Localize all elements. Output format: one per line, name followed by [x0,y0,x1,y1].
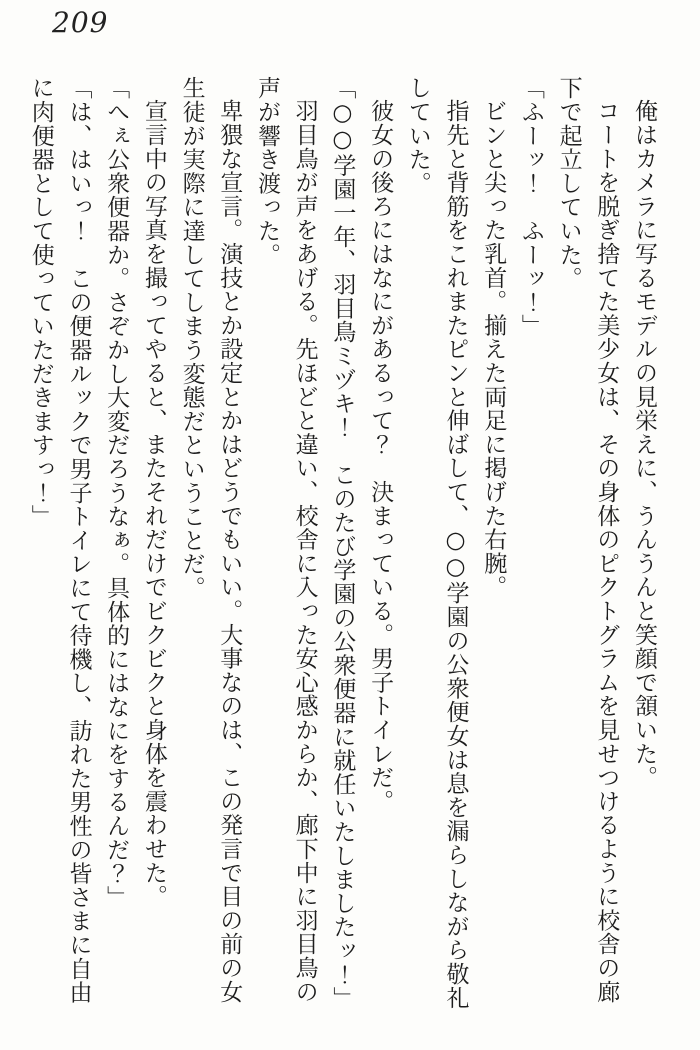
paragraph-3: 「ふーッ！ ふーッ！」 [517,76,544,338]
body-text [21,76,662,1012]
paragraph-9: 卑猥な宣言。演技とか設定とかはどうでもいい。大事なのは、この発言で目の前の女生徒が実際に達してしまう変態だということだ。 [178,76,243,1004]
paragraph-10: 宣言中の写真を撮ってやると、またそれだけでビクビクと身体を震わせた。 [140,99,167,909]
paragraph-11: 「へぇ公衆便器か。さぞかし大変だろうなぁ。具体的にはなにをするんだ？」 [103,76,130,909]
paragraph-6: 彼女の後ろにはなにがあるって？ 決まっている。男子トイレだ。 [367,99,394,813]
paragraph-4: ビンと尖った乳首。揃えた両足に掲げた右腕。 [480,99,507,599]
paragraph-7: 「○○学園一年、羽目鳥ミヅキ！ このたび学園の公衆便器に就任いたしましたッ！」 [329,76,356,1011]
paragraph-12: 「は、はいっ！ この便器ルックで男子トイレにて待機し、訪れた男性の皆さまに自由に肉便器として使っていただきますっ！」 [27,76,92,1005]
paragraph-8: 羽目鳥が声をあげる。先ほどと違い、校舎に入った安心感からか、廊下中に羽目鳥の声が響き渡った。 [253,76,318,1004]
paragraph-2: コートを脱ぎ捨てた美少女は、その身体のピクトグラムを見せつけるように校舎の廊下で起立していた。 [555,76,620,1004]
page-number: 209 [52,6,109,39]
paragraph-5: 指先と背筋をこれまたピンと伸ばして、○○学園の公衆便女は息を漏らしながら敬礼していた。 [404,76,469,1010]
paragraph-1: 俺はカメラに写るモデルの見栄えに、うんうんと笑顔で頷いた。 [631,99,657,790]
